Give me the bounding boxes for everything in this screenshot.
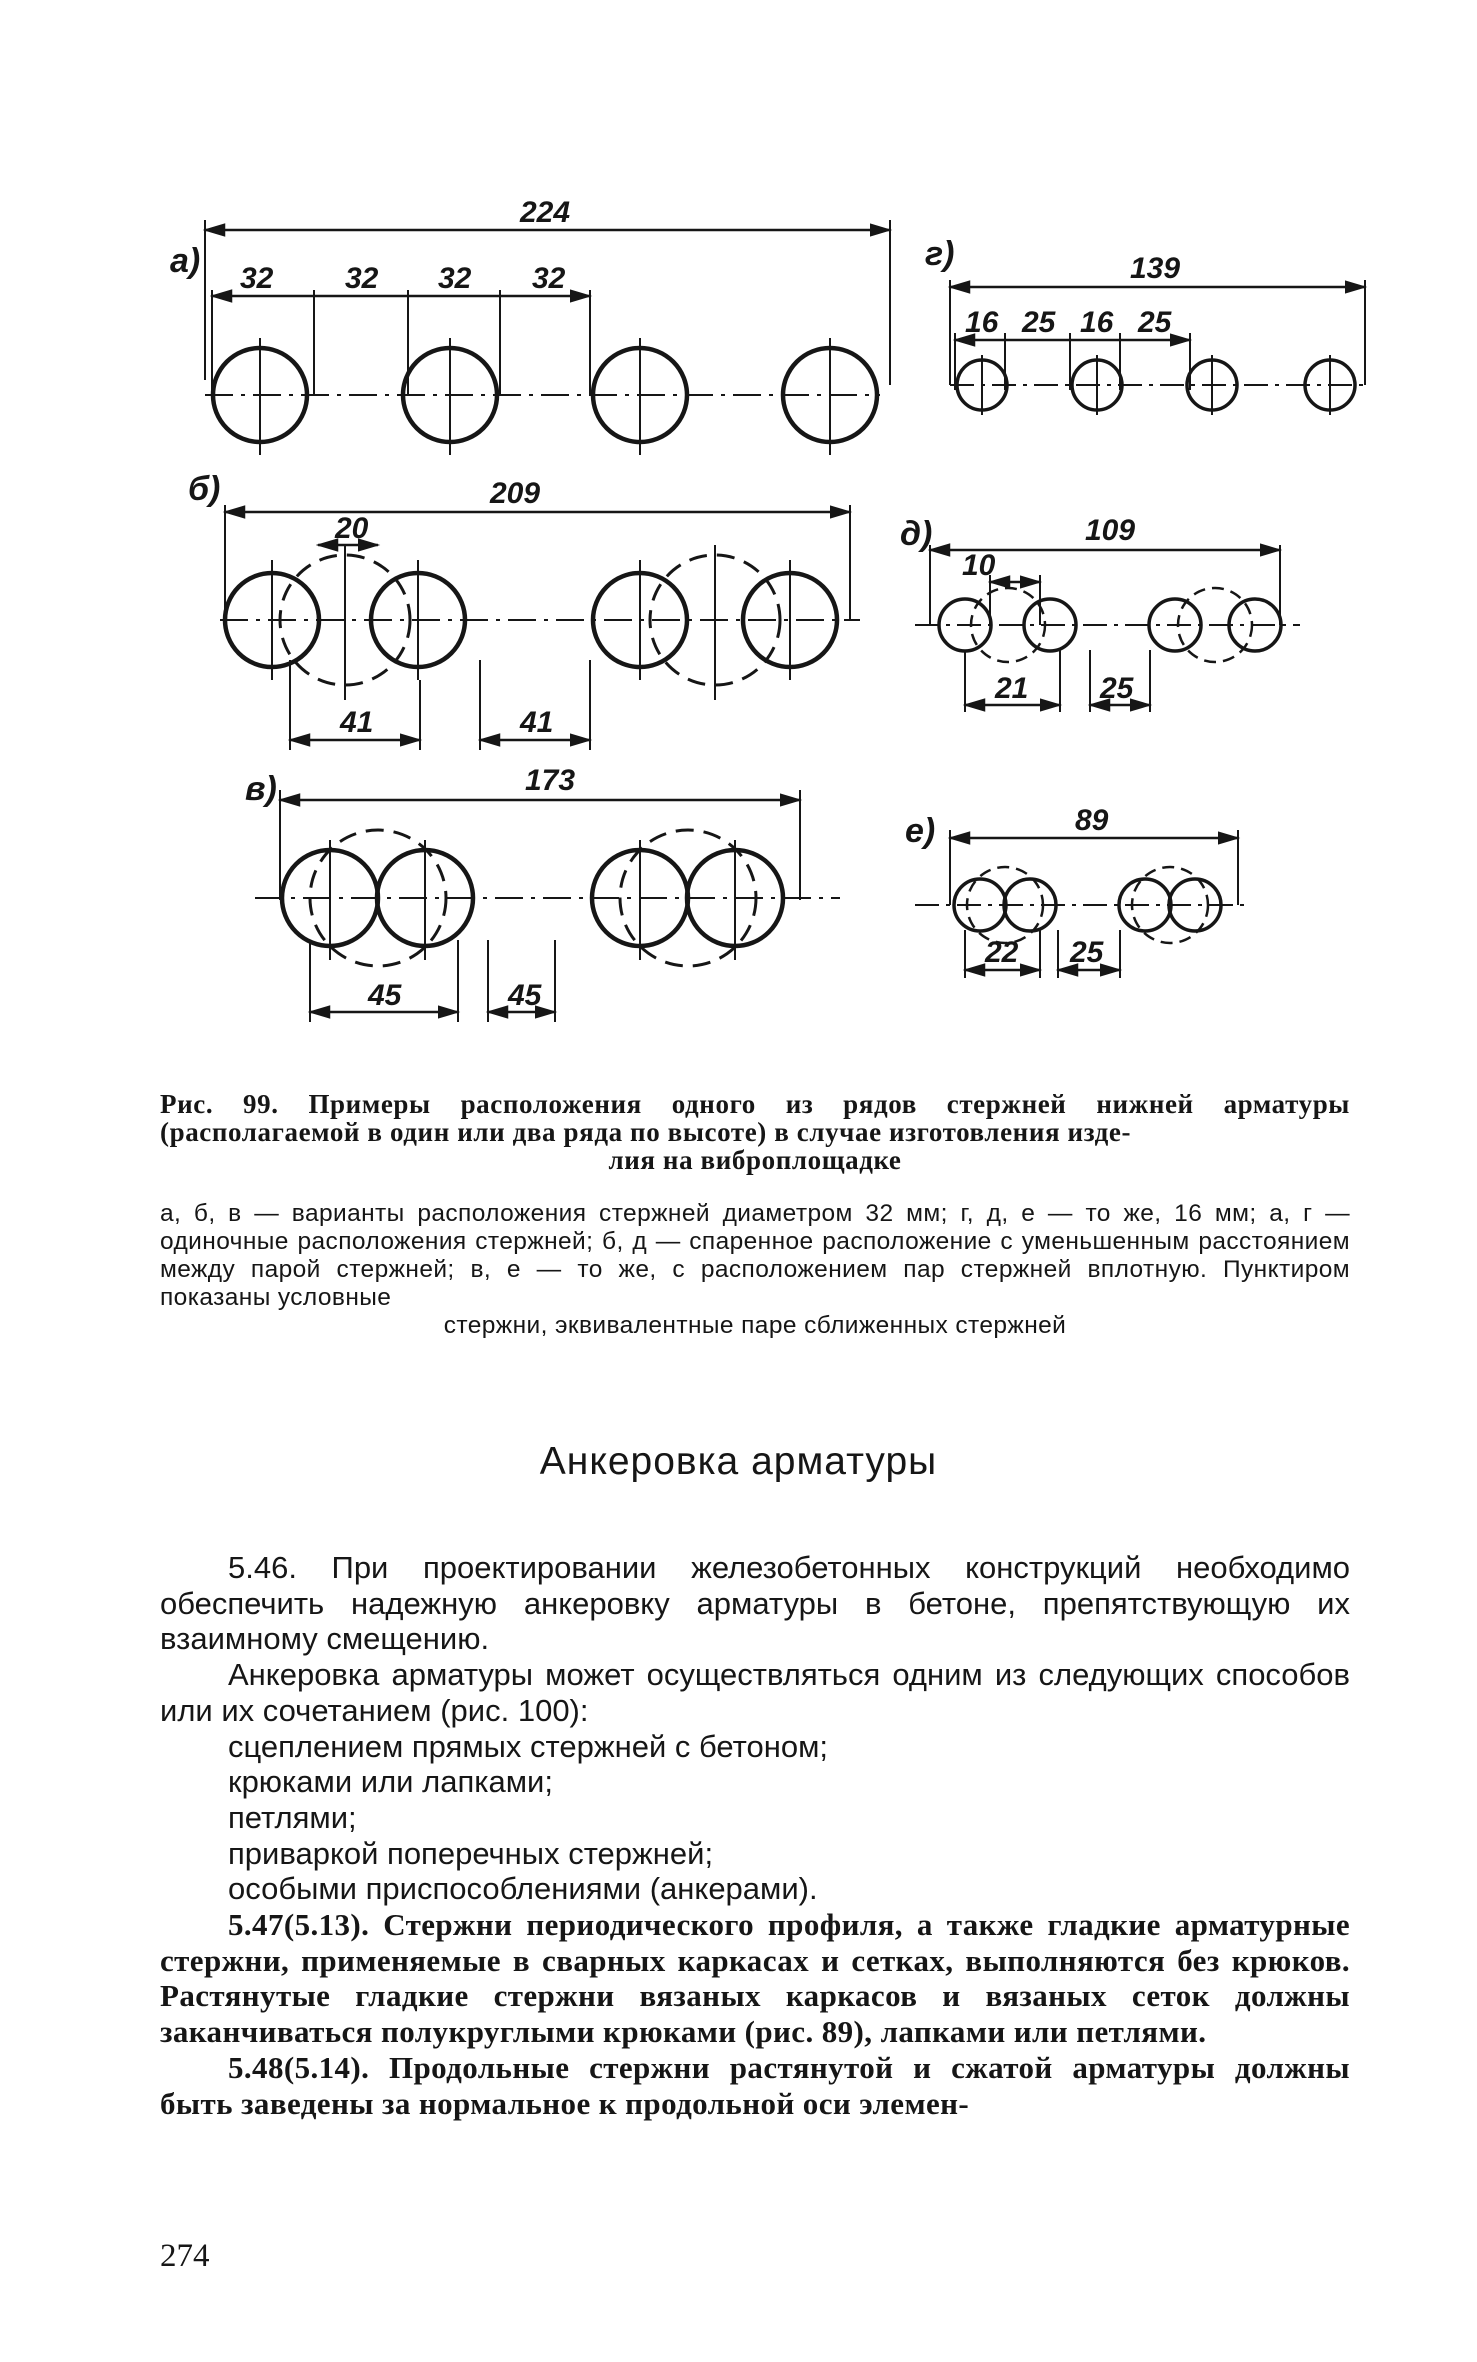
panel-v <box>255 790 840 1022</box>
list-item: сцеплением прямых стержней с бетоном; <box>228 1728 829 1764</box>
dim-label: 173 <box>525 764 576 797</box>
dim-label: 25 <box>1070 936 1104 969</box>
panel-e-letter: е) <box>905 812 936 850</box>
dim-label: 10 <box>962 549 996 582</box>
panel-a-letter: а) <box>170 242 201 280</box>
paragraph-anchoring-methods: Анкеровка арматуры может осуществляться одним из следующих способов или их сочетанием (рис. 100): <box>160 1657 1350 1728</box>
panel-a <box>205 220 890 455</box>
dim-label: 25 <box>1138 306 1172 339</box>
caption-legend-text: а, б, в — варианты расположения стержней диаметром 32 мм; г, д, е — то же, 16 мм; а, г — одиночные расположения стержней; б, д — спаренное расположение с уменьшенным расстоянием между парой стержней; в, е — то же, с расположением пар стержней вплотную. Пунктиром показаны условные <box>160 1200 1350 1311</box>
paragraph-5-46: 5.46. При проектировании железобетонных конструкций необходимо обеспечить надежную анкеровку арматуры в бетоне, препятствующую их взаимному смещению. <box>160 1550 1350 1657</box>
dim-label: 32 <box>345 262 379 295</box>
dim-label: 32 <box>438 262 472 295</box>
dim-label: 45 <box>508 979 542 1012</box>
dim-label: 139 <box>1130 252 1181 285</box>
dim-label: 45 <box>368 979 402 1012</box>
section-heading: Анкеровка арматуры <box>539 1440 938 1483</box>
list-item: особыми приспособлениями (анкерами). <box>228 1871 818 1907</box>
panel-g <box>950 280 1370 415</box>
panel-g-letter: г) <box>925 235 955 273</box>
dim-label: 209 <box>490 477 541 510</box>
panel-d-letter: д) <box>900 515 933 553</box>
dim-label: 224 <box>520 196 571 229</box>
caption-legend-last-line: стержни, эквивалентные паре сближенных стержней <box>443 1312 1067 1339</box>
caption-title-last-line: лия на виброплощадке <box>608 1145 902 1175</box>
panel-v-letter: в) <box>245 770 277 808</box>
page-number: 274 <box>160 2238 210 2274</box>
dim-label: 32 <box>240 262 274 295</box>
dim-label: 25 <box>1100 672 1134 705</box>
dim-label: 21 <box>995 672 1029 705</box>
dim-label: 109 <box>1085 514 1136 547</box>
dim-label: 32 <box>532 262 566 295</box>
dim-label: 25 <box>1022 306 1056 339</box>
dim-label: 41 <box>520 706 554 739</box>
list-item: приваркой поперечных стержней; <box>228 1835 714 1871</box>
paragraph-5-48: 5.48(5.14). Продольные стержни растянутой и сжатой арматуры должны быть заведены за нормальное к продольной оси элемен- <box>160 2049 1350 2121</box>
dim-label: 16 <box>965 306 999 339</box>
list-item: крюками или лапками; <box>228 1764 553 1800</box>
dim-label: 16 <box>1080 306 1114 339</box>
figure-caption-legend <box>160 1200 1350 1340</box>
section-body <box>160 1550 1350 2121</box>
paragraph-5-47: 5.47(5.13). Стержни периодического профиля, а также гладкие арматурные стержни, применяемые в сварных каркасах и сетках, выполняются без крюков. Растянутые гладкие стержни вязаных каркасов и вязаных сеток должны заканчиваться полукруглыми крюками (рис. 89), лапками или петлями. <box>160 1907 1350 2050</box>
dim-label: 89 <box>1075 804 1109 837</box>
dim-label: 41 <box>340 706 374 739</box>
dim-label: 20 <box>335 512 369 545</box>
caption-title-text: Рис. 99. Примеры расположения одного из рядов стержней нижней арматуры (располагаемой в один или два ряда по высоте) в случае изготовления изде- <box>160 1089 1350 1147</box>
reinforcement-layout-figure <box>0 0 1477 1040</box>
panel-b-letter: б) <box>188 470 221 508</box>
list-item: петлями; <box>228 1799 357 1835</box>
figure-caption-title <box>160 1090 1350 1174</box>
dim-label: 22 <box>985 936 1019 969</box>
